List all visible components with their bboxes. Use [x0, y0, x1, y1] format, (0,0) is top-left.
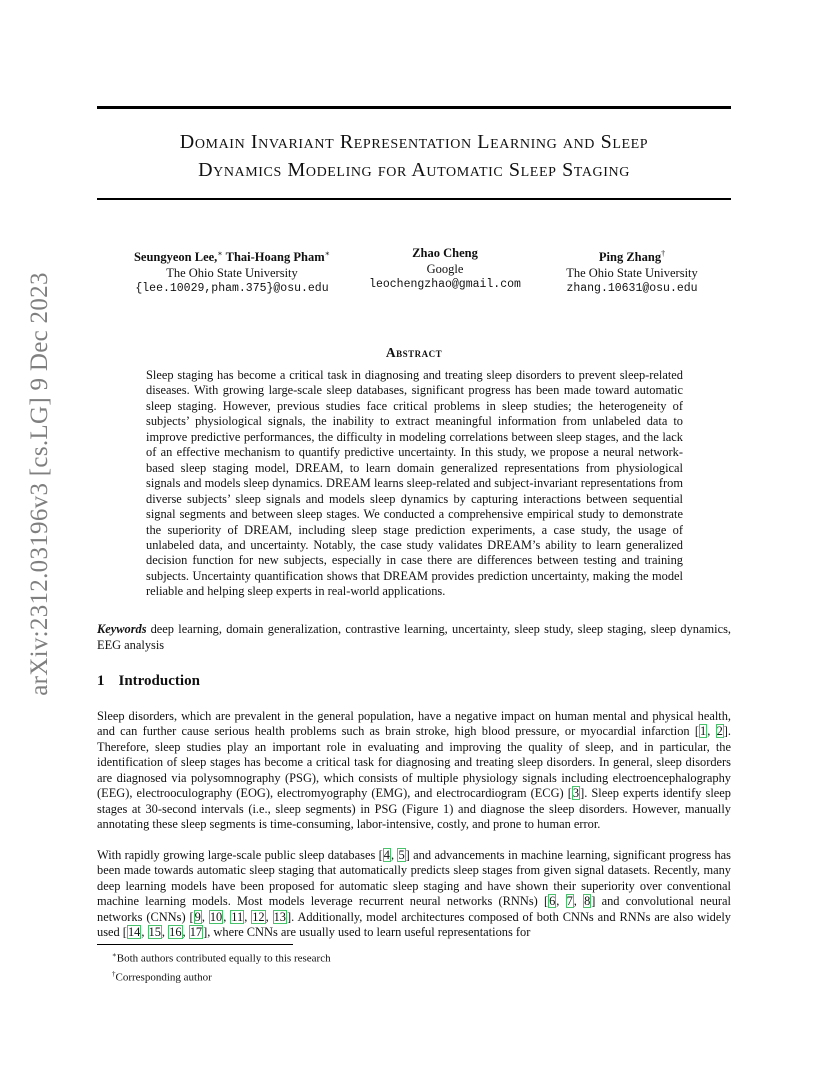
footnotes — [112, 948, 331, 985]
section-heading-introduction — [97, 673, 200, 690]
citation-link[interactable]: 10 — [209, 909, 223, 924]
author-3-email: zhang.10631@osu.edu — [566, 282, 698, 296]
keywords-label: Keywords — [97, 622, 147, 636]
citation-link[interactable]: 14 — [127, 925, 141, 940]
section-number: 1 — [97, 673, 105, 689]
author-3-name: Ping Zhang† — [598, 249, 666, 265]
citation-link[interactable]: 12 — [252, 909, 265, 924]
author-2-affiliation: Google — [426, 261, 464, 276]
citation-link[interactable]: 15 — [148, 925, 161, 940]
abstract-heading: Abstract — [385, 345, 443, 360]
title-line-1: Domain Invariant Representation Learning and Sleep — [179, 131, 649, 153]
citation-link[interactable]: 6 — [549, 894, 556, 909]
citation-link[interactable]: 8 — [584, 894, 591, 909]
author-2-name: Zhao Cheng — [412, 246, 478, 260]
arxiv-id-text: arXiv:2312.03196v3 [cs.LG] 9 Dec 2023 — [26, 272, 54, 696]
citation-link[interactable]: 2 — [716, 724, 723, 739]
author-1-email: {lee.10029,pham.375}@osu.edu — [135, 282, 329, 296]
author-1-affiliation: The Ohio State University — [166, 265, 298, 280]
title-rule-bottom — [97, 198, 731, 200]
author-2-email: leochengzhao@gmail.com — [369, 278, 521, 291]
author-1-names: Seungyeon Lee,∗ Thai-Hoang Pham∗ — [133, 249, 331, 265]
title-rule-top — [97, 106, 731, 109]
author-block — [97, 246, 731, 296]
author-3-affiliation: The Ohio State University — [566, 265, 698, 280]
title-line-2: Dynamics Modeling for Automatic Sleep Staging — [198, 159, 630, 181]
citation-link[interactable]: 7 — [566, 894, 573, 909]
citation-link[interactable]: 1 — [700, 724, 707, 739]
paper-title — [97, 128, 731, 184]
citation-link[interactable]: 9 — [194, 909, 201, 924]
citation-link[interactable]: 11 — [231, 909, 244, 924]
citation-link[interactable]: 5 — [398, 848, 405, 862]
intro-paragraph-1: Sleep disorders, which are prevalent in the general population, have a negative impact on human mental and physical health, and can further cause serious health problems such as brain stroke, high blood pressure, or myocardial infarction [1, 2]. Therefore, sleep studies play an important role in evaluating and improving the quality of sleep, and in particular, the identification of sleep stages has become a critical task for diagnosing and treating sleep disorders. In general, sleep disorders are diagnosed via polysomnography (PSG), which consists of multiple physiology signals including electroencephalography (EEG), electrooculography (EOG), electromyography (EMG), and electrocardiogram (ECG) [3]. Sleep experts identify sleep stages at 30-second intervals (i.e., sleep segments) in PSG (Figure 1) and diagnose the sleep disorders. However, manually annotating these sleep segments is time-consuming, labor-intensive, costly, and prone to human error. — [97, 709, 731, 832]
author-3 — [547, 246, 717, 297]
citation-link[interactable]: 3 — [572, 786, 580, 801]
citation-link[interactable]: 16 — [169, 925, 182, 940]
author-2 — [355, 246, 535, 293]
citation-link[interactable]: 17 — [189, 925, 203, 940]
intro-paragraph-2: With rapidly growing large-scale public sleep databases [4, 5] and advancements in machine learning, significant progress has been made towards automatic sleep staging that automatically predicts sleep stages from given signal datasets. Recently, many deep learning models have been proposed for automatic sleep staging and have shown their superiority over conventional machine learning models. Most models leverage recurrent neural networks (RNNs) [6, 7, 8] and convolutional neural networks (CNNs) [9, 10, 11, 12, 13]. Additionally, model architectures composed of both CNNs and RNNs are also widely used [14, 15, 16, 17], where CNNs are usually used to learn useful representations for — [97, 848, 731, 940]
abstract-text: Sleep staging has become a critical task in diagnosing and treating sleep disorders to prevent sleep-related diseases. With growing large-scale sleep databases, significant progress has been made toward automatic sleep staging. However, previous studies face critical problems in sleep studies; the heterogeneity of subjects’ physiological signals, the inability to extract meaningful information from unlabeled data to improve predictive performances, the difficulty in modeling correlations between sleep stages, and the lack of an effective mechanism to quantify predictive uncertainty. In this study, we propose a neural network-based sleep staging model, DREAM, to learn domain generalized representations from physiological signals and models sleep dynamics. DREAM learns sleep-related and subject-invariant representations from diverse subjects’ sleep signals and models sleep dynamics by capturing interactions between sequential signal segments and between sleep stages. We conducted a comprehensive empirical study to demonstrate the superiority of DREAM, including sleep stage prediction experiments, a case study, the usage of unlabeled data, and uncertainty. Notably, the case study validates DREAM’s ability to learn generalized decision function for new subjects, especially in case there are differences between testing and training subjects. Uncertainty quantification shows that DREAM provides prediction uncertainty, making the model reliable and helping sleep experts in real-world applications. — [146, 368, 683, 599]
citation-link[interactable]: 13 — [273, 909, 286, 924]
footnote-2: †Corresponding author — [112, 969, 212, 984]
citation-link[interactable]: 4 — [383, 848, 390, 862]
footnote-1: ∗Both authors contributed equally to this research — [112, 951, 331, 965]
section-title: Introduction — [118, 673, 200, 689]
keywords — [97, 621, 731, 653]
keywords-text: deep learning, domain generalization, contrastive learning, uncertainty, sleep study, sleep staging, sleep dynamics, EEG analysis — [97, 622, 731, 652]
arxiv-identifier — [16, 272, 64, 696]
author-1 — [97, 246, 367, 297]
footnote-rule — [97, 944, 293, 945]
